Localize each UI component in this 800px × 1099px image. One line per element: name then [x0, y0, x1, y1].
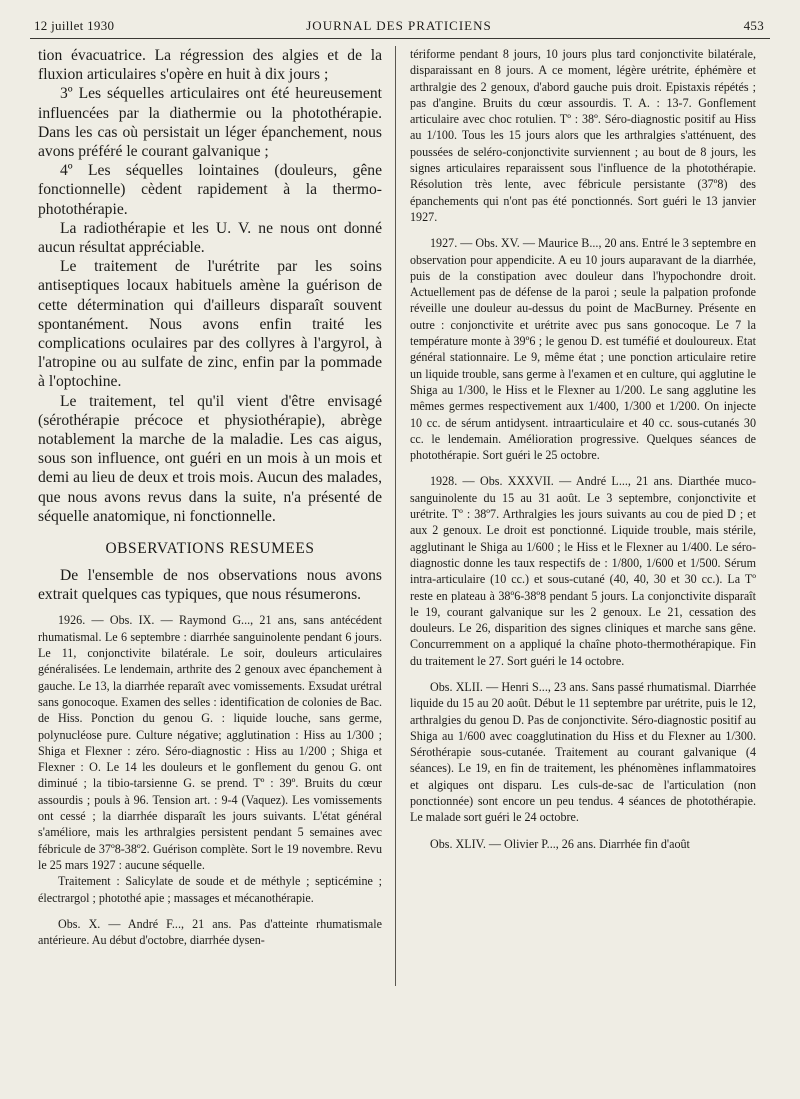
observation-xv: 1927. — Obs. XV. — Maurice B..., 20 ans. Entré le 3 septembre en observation pour appendicite. A eu 10 jours auparavant de la diarrhée, puis de la constipation avec douleur dans l'hypochondre droit. Actuellement pas de défense de la paroi ; seule la palpation profonde réveille une douleur au-dessus du point de MacBurney. Présente en outre : conjonctivite et urétrite avec pus sans gonocoque. Le 7 la température monte à 39º6 ; le genou D. est tuméfié et douloureux. Etat général stationnaire. Le 9, même état ; une ponction articulaire retire un liquide trouble, sans germe à l'examen et en culture, qui agglutine le Shiga au 1/300, le Hiss et le Flexner au 1/200. Le sang agglutine les mêmes germes respectivement aux 1/400, 1/300 et 1/200. On injecte 10 cc. de sérum antidysent. intraarticulaire et 40 cc. sous-cutanés 30 cc. le lendemain. Amélioration progressive. Quelques séances de photothérapie. Sort guéri le 25 octobre.: [410, 236, 756, 463]
column-divider: [395, 46, 396, 986]
paragraph: tion évacuatrice. La régression des algies et de la fluxion articulaires s'opère en huit à dix jours ;: [38, 47, 382, 84]
left-small-text: [38, 612, 382, 948]
paragraph: 3º Les séquelles articulaires ont été heureusement influencées par la diathermie ou la photothérapie. Dans les cas où persistait un léger épanchement, nous avons préféré le courant galvanique ;: [38, 85, 382, 161]
right-small-text: [410, 46, 756, 852]
page-number: 453: [743, 18, 764, 33]
observation-xlii: Obs. XLII. — Henri S..., 23 ans. Sans passé rhumatismal. Diarrhée liquide du 15 au 20 août. Début le 11 septembre par urétrite, puis le 12, arthralgies du genou D. Pas de conjonctivite. Séro-diagnostic positif au Shiga au 1/600 avec coagglutination du Hiss et du Flexner au 1/300. Sérothérapie sous-cutanée. Traitement au courant galvanique (4 séances). Le 19, en fin de traitement, les phénomènes inflammatoires et algiques ont disparu. Les culs-de-sac de l'articulation (non ponctionnée) sont encore un peu tendus. 4 séances de photothérapie. Le malade sort guéri le 24 octobre.: [410, 679, 756, 825]
right-column: [410, 46, 756, 1076]
paragraph: 4º Les séquelles lointaines (douleurs, gêne fonctionnelle) cèdent rapidement à la thermo-photothérapie.: [38, 162, 382, 218]
page-header: [34, 14, 764, 34]
section-title: OBSERVATIONS RESUMEES: [105, 540, 315, 558]
treatment-paragraph: Traitement : Salicylate de soude et de méthyle ; septicémine ; électrargol ; photothé apie ; massages et mécanothérapie.: [38, 874, 382, 905]
left-large-text: [38, 46, 382, 604]
observation-xxxvii: 1928. — Obs. XXXVII. — André L..., 21 ans. Diarthée muco-sanguinolente du 15 au 31 août. Le 3 septembre, conjonctivite et urétrite. Tº : 38º7. Arthralgies les jours suivants au cou de pied D ; et aux 2 genoux. Le droit est ponctionné. Liquide trouble, mais stérile, agglutinant le Shiga au 1/600 ; le Hiss et le Flexner au 1/400. Le séro-diagnostic donne les taux respectifs de : 1/800, 1/600 et 1/500. Sérum intra-articulaire (10 cc.) et sous-cutané (40, 40, 30 et 30 cc.). La Tº reste en plateau à 38º6-38º8 pendant 5 jours. La conjonctivite disparaît le 19, courant galvanique sur les 2 genoux. Le 21, cessation des douleurs. Le 26, disparition des signes cliniques et marche sans gêne. Concurremment on a appliqué la chaîne photo-thermothérapique. Fin du traitement le 27. Sort guéri le 14 octobre.: [410, 474, 756, 668]
journal-title: JOURNAL DES PRATICIENS: [306, 18, 492, 33]
observation-x: Obs. X. — André F..., 21 ans. Pas d'atteinte rhumatismale antérieure. Au début d'octobre, diarrhée dysen-: [38, 916, 382, 948]
observation-xliv: Obs. XLIV. — Olivier P..., 26 ans. Diarrhée fin d'août: [430, 836, 690, 851]
header-rule: [30, 38, 770, 39]
section-intro: De l'ensemble de nos observations nous avons extrait quelques cas typiques, que nous résumerons.: [38, 567, 382, 604]
paragraph: La radiothérapie et les U. V. ne nous ont donné aucun résultat appréciable.: [38, 219, 382, 257]
paragraph: Le traitement de l'urétrite par les soins antiseptiques locaux habituels amène la guérison de cette détermination qui d'ailleurs disparaît souvent spontanément. Nous avons enfin traité les complications oculaires par des collyres à l'argyrol, à l'atropine ou au sulfate de zinc, enfin par la pommade à l'optochine.: [38, 258, 382, 391]
observation-ix: 1926. — Obs. IX. — Raymond G..., 21 ans, sans antécédent rhumatismal. Le 6 septembre : diarrhée sanguinolente pendant 6 jours. Le 11, conjonctivite bilatérale. Le soir, douleurs articulaires généralisées. Le lendemain, arthrite des 2 genoux avec épanchement à gauche. Le 13, la diarrhée reparaît avec vomissements. Exsudat urétral sans gonocoque. Examen des selles : identification de colonies de Bac. de Hiss. Ponction du genou G. : liquide louche, sans germe, polynucléose pure. Culture négative; agglutination : Hiss au 1/300 ; Shiga et Flexner : zéro. Séro-diagnostic : Hiss au 1/200 ; Shiga et Flexner : O. Le 14 les douleurs et le gonflement du genou G. ont diminué ; la tibio-tarsienne G. se prend. Tº : 39º. Bruits du cœur assourdis ; pouls à 96. Tension art. : 9-4 (Vaquez). Les vomissements ont cessé ; la diarrhée disparaît les jours suivants. L'état général s'améliore, mais les arthralgies persistent pendant 5 semaines avec fébricule de 37º8-38º2. Guérison complète. Sort le 19 novembre. Revu le 25 mars 1927 : aucune séquelle.: [38, 613, 382, 872]
issue-date: 12 juillet 1930: [34, 18, 115, 33]
observation-x-continued: tériforme pendant 8 jours, 10 jours plus tard conjonctivite bilatérale, disparaissant en 8 jours. A ce moment, légère urétrite, éphémère et arthralgie des 2 genoux, d'abord gauche puis droit. Epistaxis répétés ; pas d'angine. Bruits du cœur assourdis. T. A. : 13-7. Gonflement articulaire avec choc rotulien. Tº : 38º. Séro-diagnostic positif au Hiss au 1/100. Tous les 15 jours alors que les arthralgies s'atténuent, des poussées de seléro-conjonctivite surviennent ; au bout de 8 jours, les signes articulaires reparaissent sous l'influence de la photothérapie. Résolution très lente, avec fébricule persistante (37º8) des épanchements qui n'ont pas été ponctionnés. Sort guéri le 13 janvier 1927.: [410, 47, 756, 224]
paragraph: Le traitement, tel qu'il vient d'être envisagé (sérothérapie précoce et physiothérapie), abrège notablement la marche de la maladie. Les cas aigus, sous son influence, ont guéri en un mois à un mois et demi au lieu de deux et trois mois. Aucun des malades, que nous avons revus dans la suite, n'a présenté de séquelle anatomique, ni fonctionnelle.: [38, 392, 382, 525]
left-column: [38, 46, 382, 1076]
